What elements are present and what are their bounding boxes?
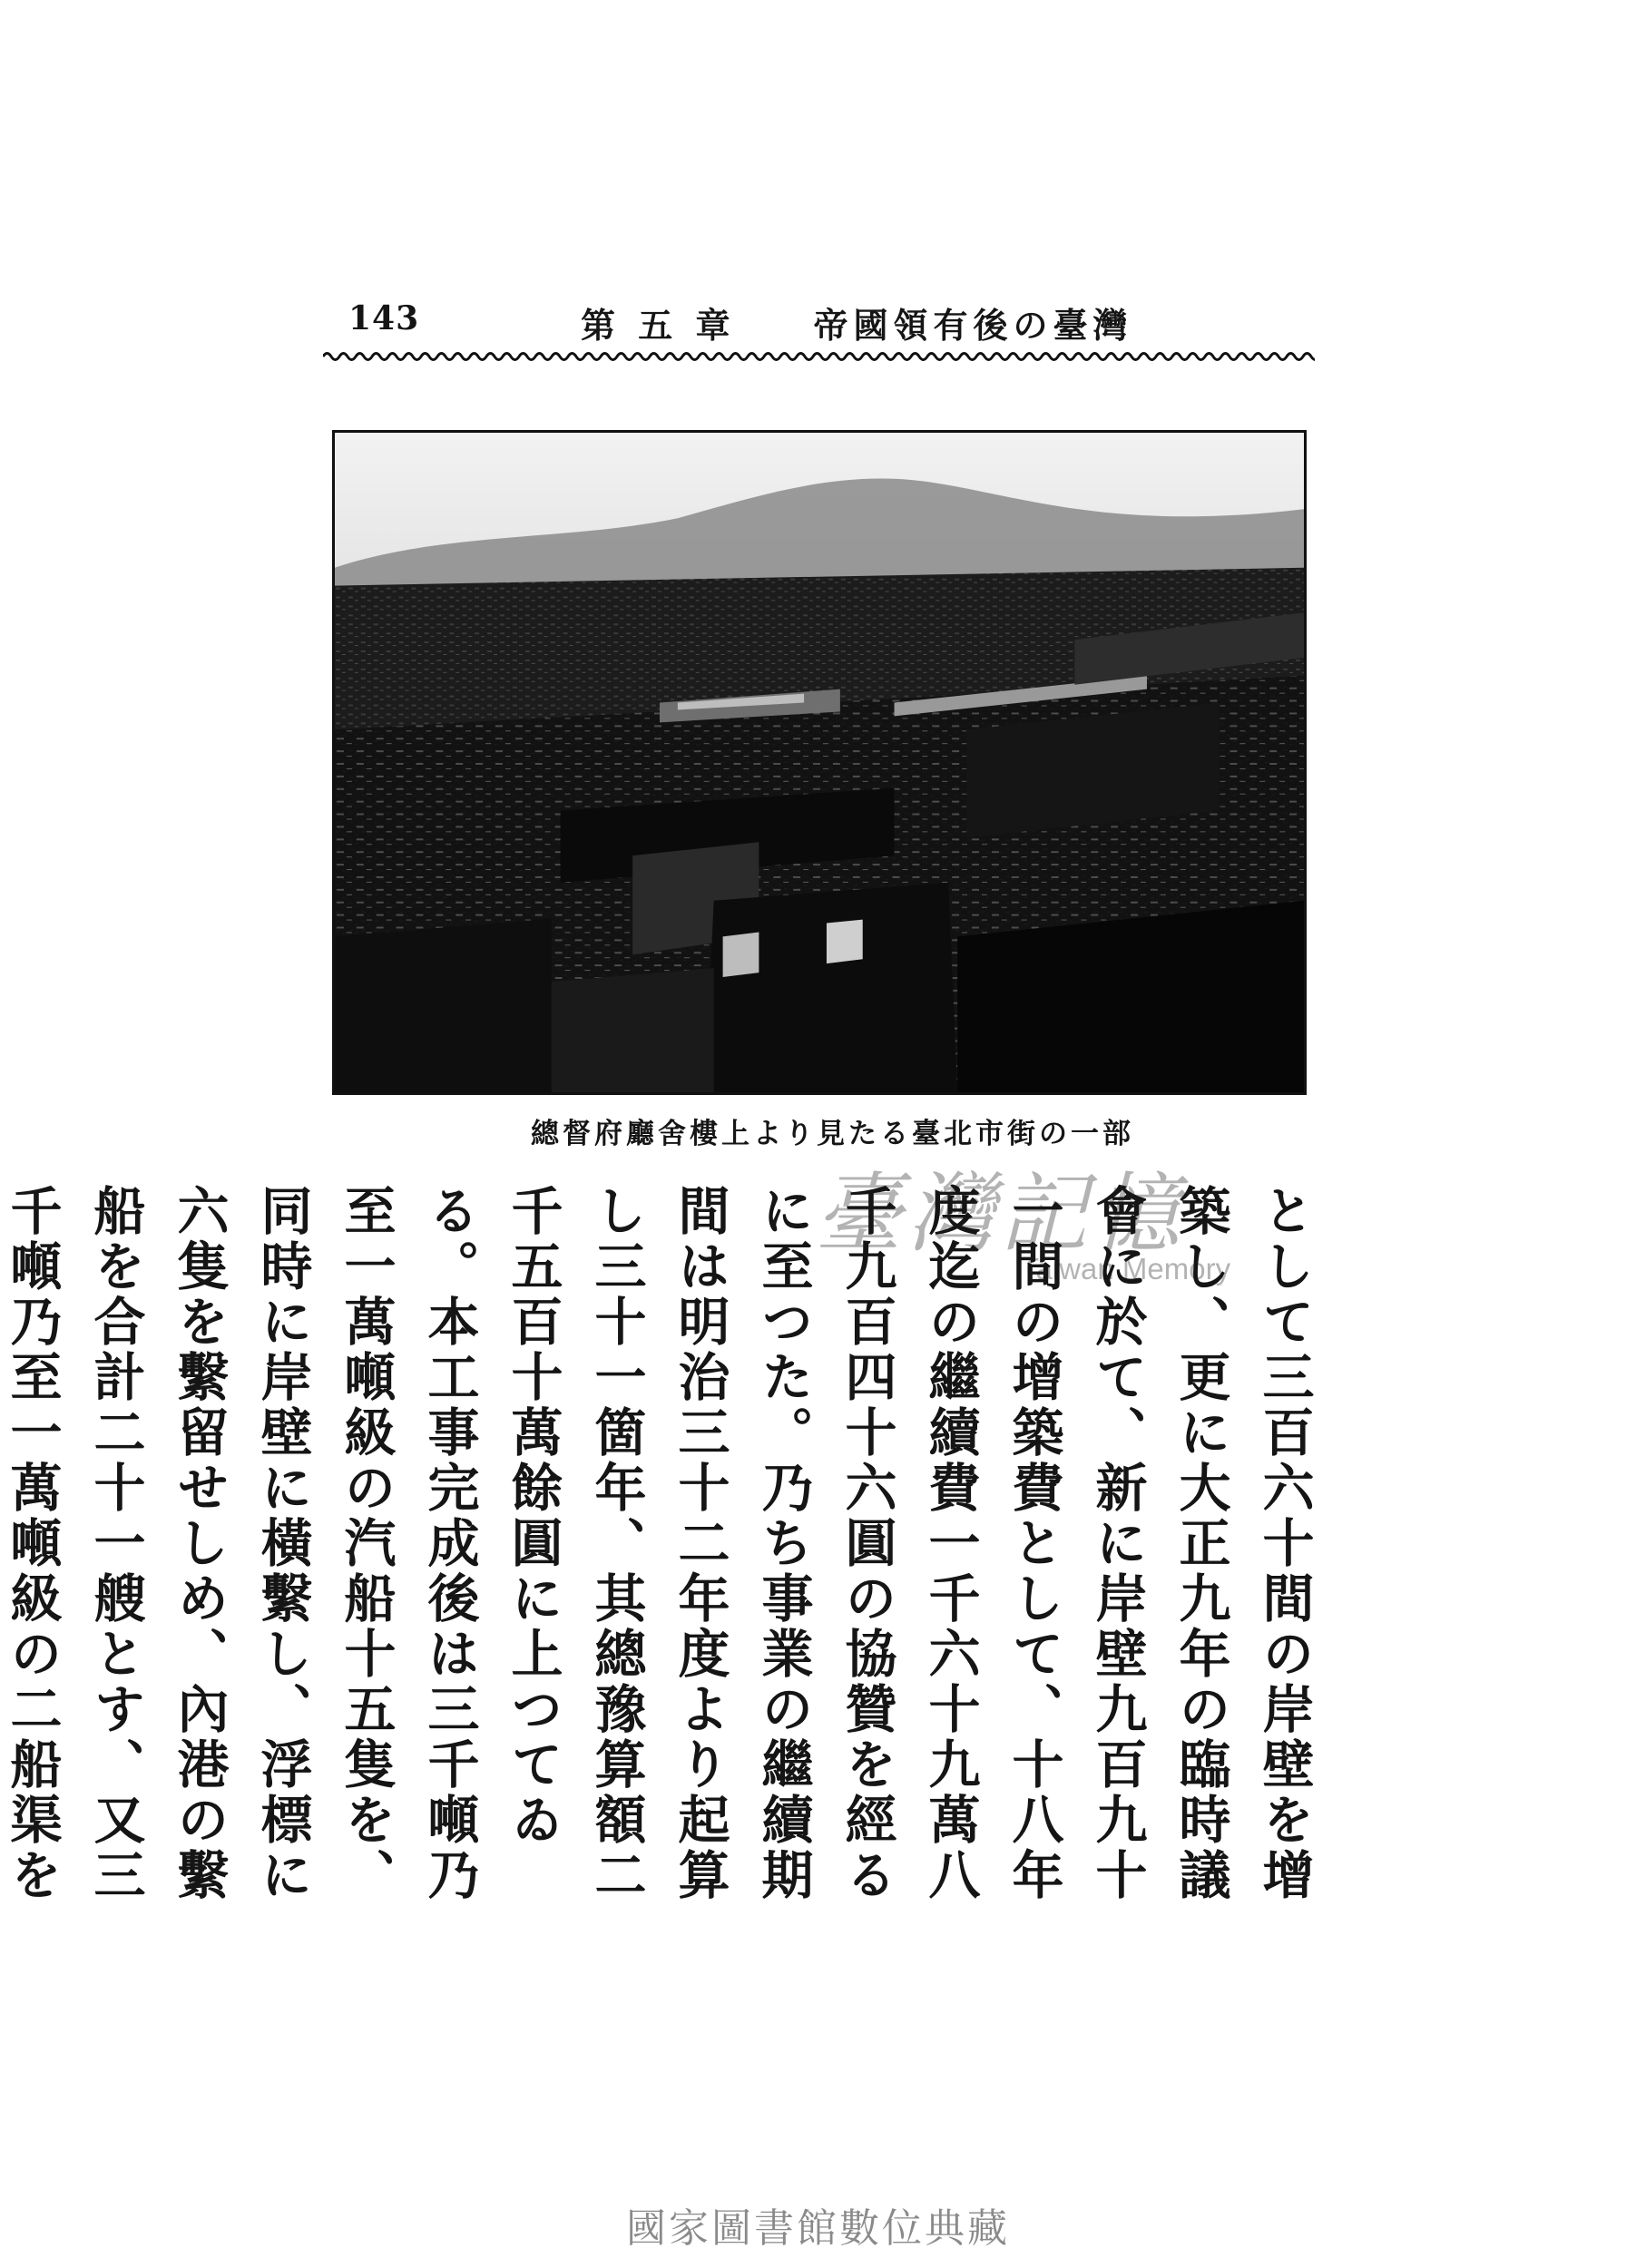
page-number: 143 (348, 299, 420, 337)
chapter-label: 第 五 章 (581, 305, 736, 346)
running-head (581, 298, 1132, 347)
running-title: 帝國領有後の臺灣 (813, 305, 1133, 346)
photo-caption: 總督府廳舍樓上より見たる臺北市街の一部 (531, 1118, 1134, 1150)
wavy-rule-divider (323, 348, 1315, 365)
paragraph-continued: として三百六十間の岸壁を增築し、更に大正九年の臨時議會に於て、新に岸壁九百九十一間の增築費として、十八年度迄の繼續費一千六十九萬八千九百四十六圓の協贊を經るに至つた。乃ち事業の繼續期間は明治三十二年度より起算し三十一箇年、其總豫算額二千五百十萬餘圓に上つてゐる。本工事完成後は三千噸乃至一萬噸級の汽船十五隻を、同時に岸壁に橫繫し、浮標に六隻を繫留せしめ、內港の繫船を合計二十一艘とす、又三千噸乃至一萬噸級の二船渠を (2, 1184, 1315, 1903)
footer-archive-label: 國家圖書館數位典藏 (626, 2205, 1010, 2252)
city-photograph (332, 430, 1307, 1095)
body-text (0, 1184, 1326, 1955)
watermark-cjk: 臺灣記憶 (815, 1163, 1185, 1265)
watermark-english: Taiwan Memory (1021, 1252, 1231, 1286)
